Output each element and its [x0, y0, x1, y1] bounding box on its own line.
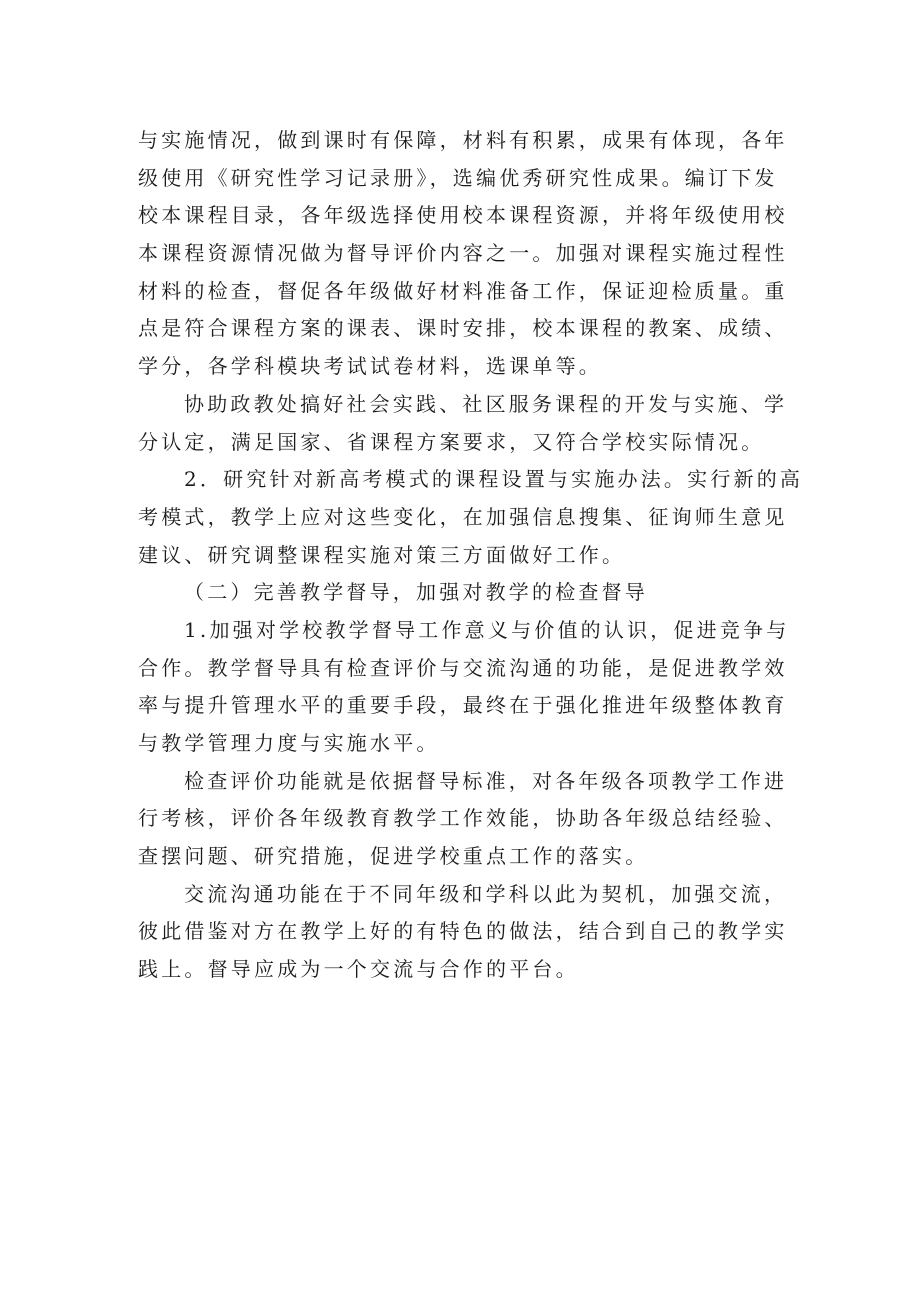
- text-line: 协助政教处搞好社会实践、社区服务课程的开发与实施、学: [184, 391, 788, 416]
- text-line: 检查评价功能就是依据督导标准，对各年级各项教学工作进: [184, 768, 788, 793]
- section-heading: （二）完善教学督导，加强对教学的检查督导: [184, 580, 648, 605]
- text-line: 建议、研究调整课程实施对策三方面做好工作。: [138, 542, 626, 567]
- text-line: 校本课程目录，各年级选择使用校本课程资源，并将年级使用校: [138, 203, 788, 228]
- text-line: 交流沟通功能在于不同年级和学科以此为契机，加强交流，: [184, 881, 788, 906]
- text-line: 材料的检查，督促各年级做好材料准备工作，保证迎检质量。重: [138, 278, 788, 303]
- text-line: 本课程资源情况做为督导评价内容之一。加强对课程实施过程性: [138, 241, 788, 266]
- text-line: 彼此借鉴对方在教学上好的有特色的做法，结合到自己的教学实: [138, 919, 788, 944]
- text-line: 与实施情况，做到课时有保障，材料有积累，成果有体现，各年: [138, 128, 788, 152]
- text-line: 1.加强对学校教学督导工作意义与价值的认识，促进竞争与: [184, 617, 790, 642]
- body-text: [138, 122, 804, 989]
- text-line: 与教学管理力度与实施水平。: [138, 731, 440, 755]
- text-line: 2．研究针对新高考模式的课程设置与实施办法。实行新的高: [184, 467, 804, 492]
- text-line: 行考核，评价各年级教育教学工作效能，协助各年级总结经验、: [138, 806, 788, 831]
- text-line: 点是符合课程方案的课表、课时安排，校本课程的教案、成绩、: [138, 316, 788, 341]
- text-line: 考模式，教学上应对这些变化，在加强信息搜集、征询师生意见: [138, 504, 788, 529]
- text-line: 践上。督导应成为一个交流与合作的平台。: [138, 957, 579, 982]
- text-line: 学分，各学科模块考试试卷材料，选课单等。: [138, 354, 602, 379]
- text-line: 率与提升管理水平的重要手段，最终在于强化推进年级整体教育: [138, 693, 788, 718]
- text-line: 合作。教学督导具有检查评价与交流沟通的功能，是促进教学效: [138, 655, 788, 680]
- text-line: 级使用《研究性学习记录册》，选编优秀研究性成果。编订下发: [138, 165, 778, 190]
- text-line: 分认定，满足国家、省课程方案要求，又符合学校实际情况。: [138, 429, 765, 454]
- text-line: 查摆问题、研究措施，促进学校重点工作的落实。: [138, 844, 649, 869]
